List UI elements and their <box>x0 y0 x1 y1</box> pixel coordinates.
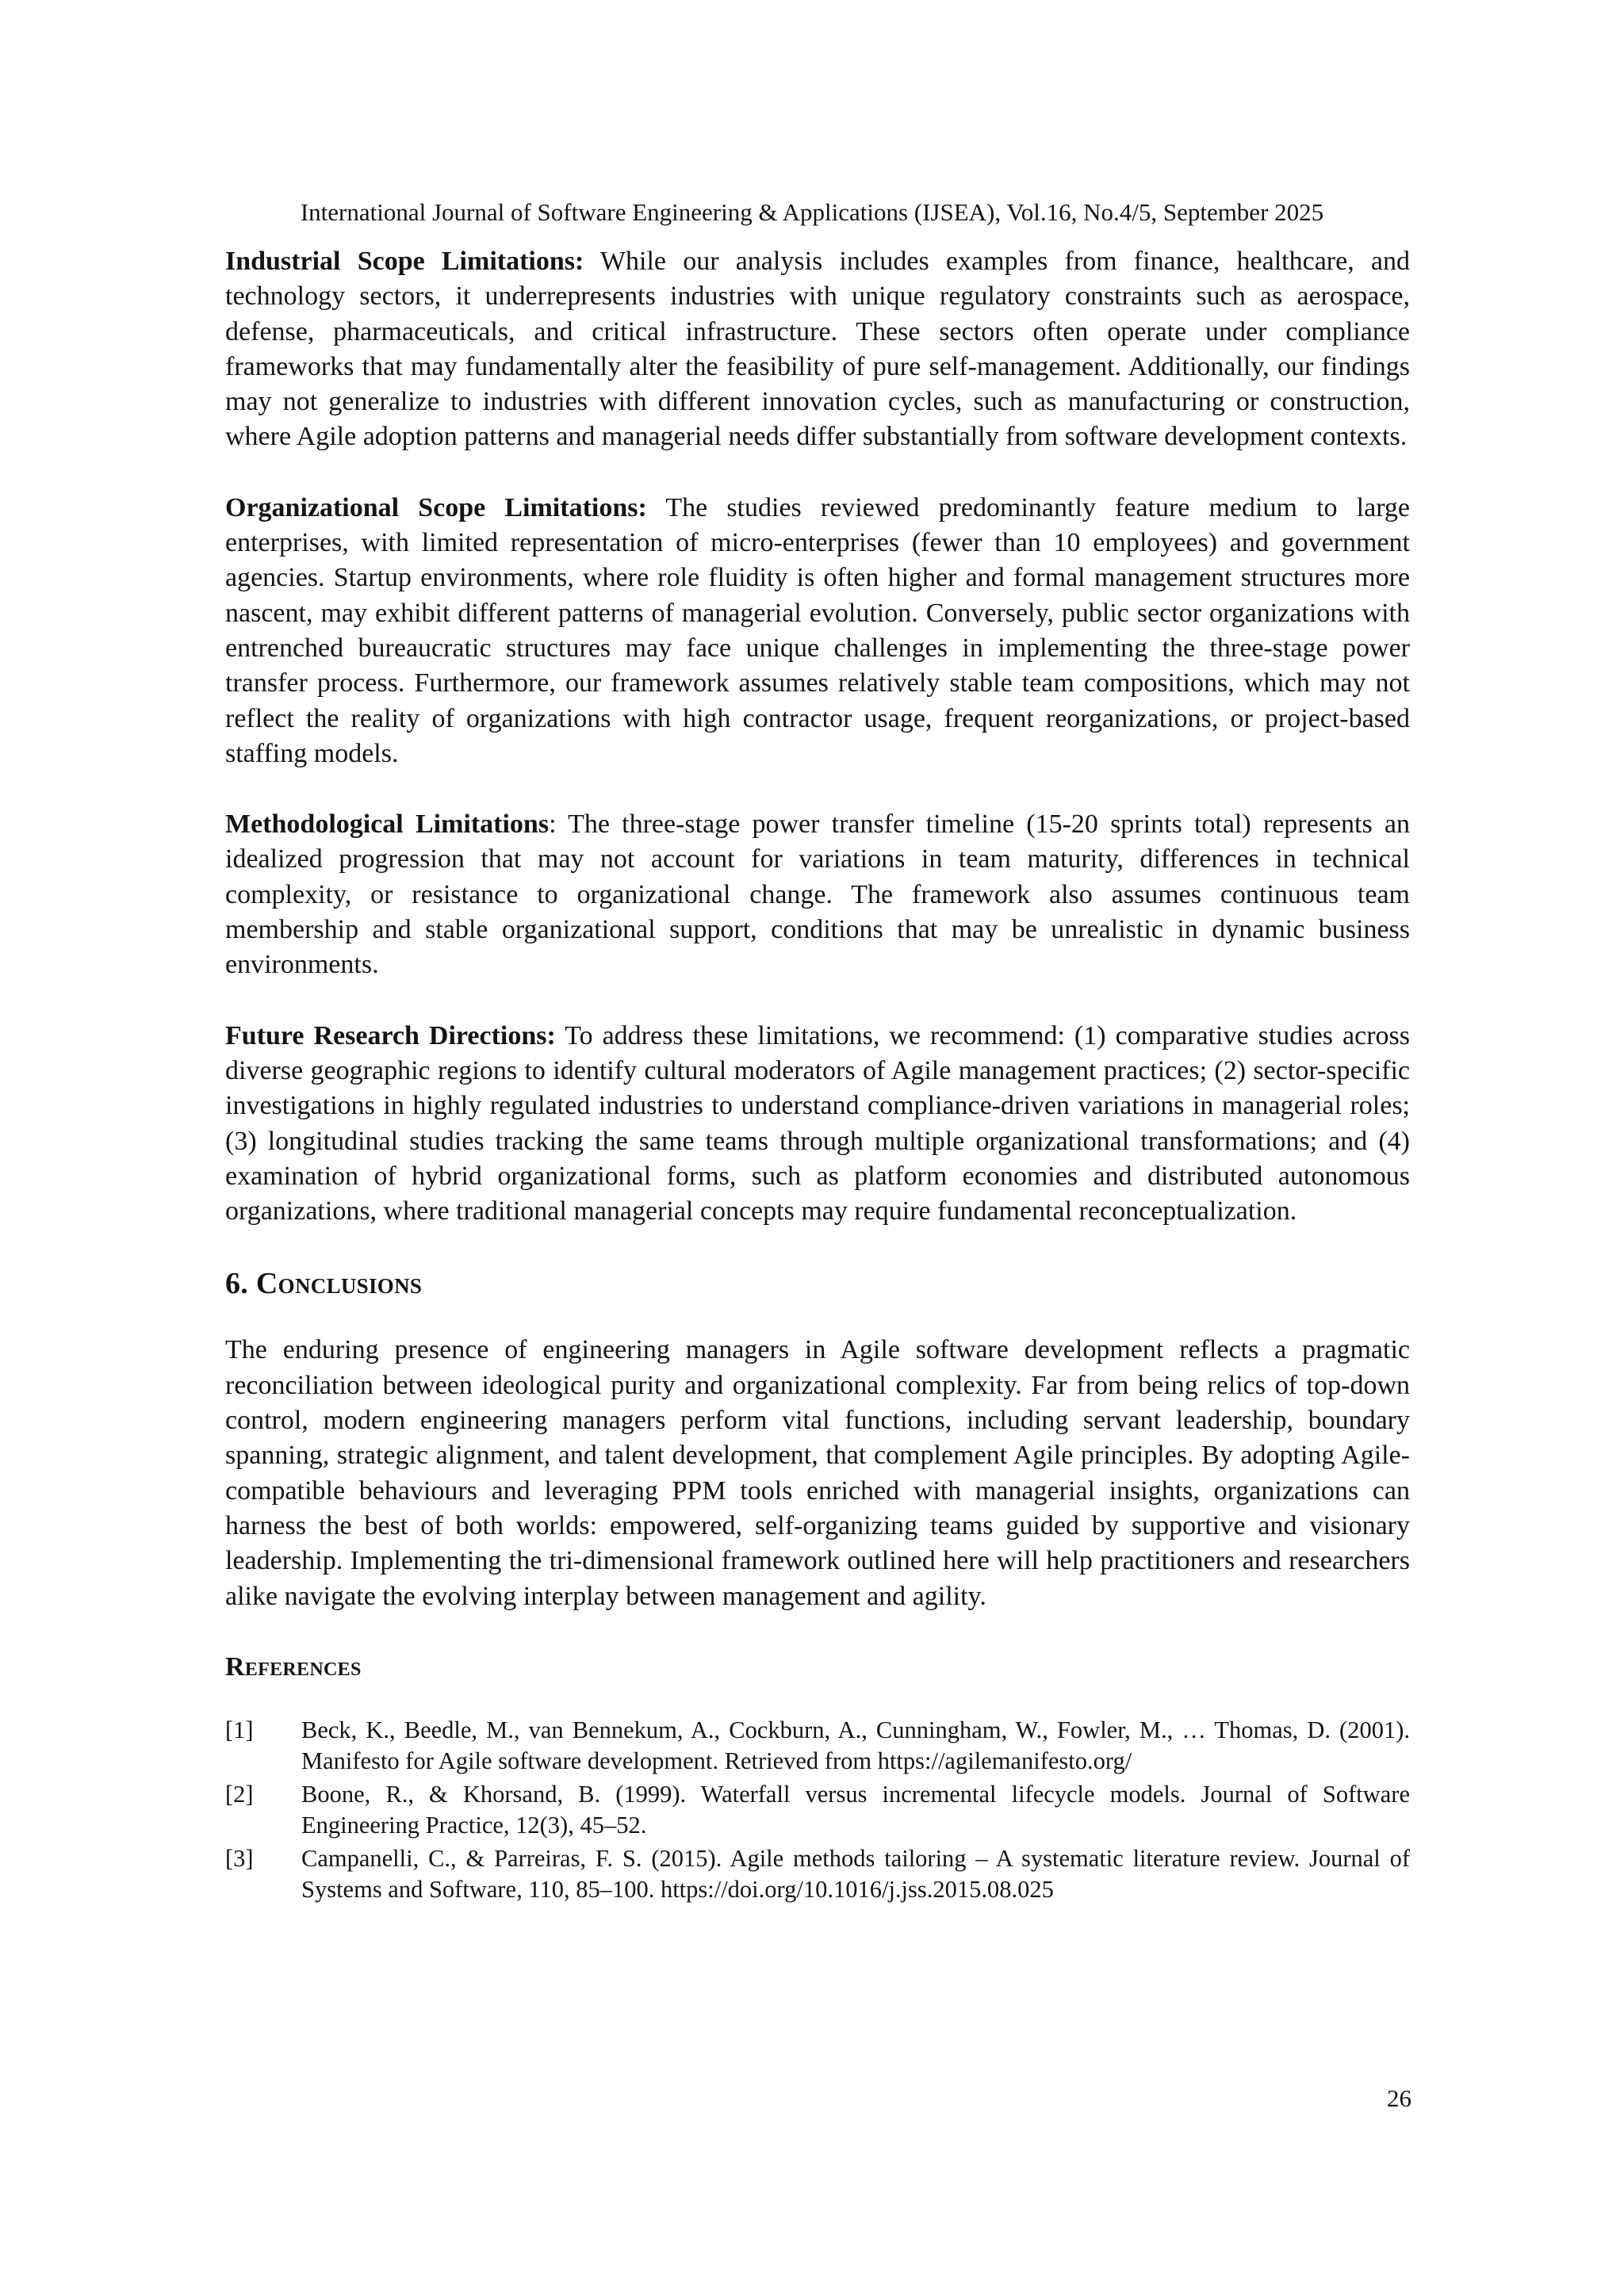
paragraph-industrial-scope <box>225 244 1410 455</box>
paragraph-methodological <box>225 807 1410 982</box>
paragraph-text: : The three-stage power transfer timeline (15-20 sprints total) represents an idealized progression that may not account for variations in team maturity, differences in technical complexity, or resistance to organizational change. The framework also assumes continuous team membership and stable organizational support, conditions that may be unrealistic in dynamic business environments. <box>225 809 1410 980</box>
section-heading-conclusions <box>225 1265 1410 1303</box>
paragraph-lead: Industrial Scope Limitations: <box>225 247 584 276</box>
reference-text: Campanelli, C., & Parreiras, F. S. (2015). Agile methods tailoring – A systematic literature review. Journal of Systems and Software, 110, 85–100. https://doi.org/10.1016/j.jss.2015.08.025 <box>301 1844 1410 1903</box>
paragraph-text: To address these limitations, we recommend: (1) comparative studies across diverse geographic regions to identify cultural moderators of Agile management practices; (2) sector-specific investigations in highly regulated industries to understand compliance-driven variations in managerial roles; (3) longitudinal studies tracking the same teams through multiple organizational transformations; and (4) examination of hybrid organizational forms, such as platform economies and distributed autonomous organizations, where traditional managerial concepts may require fundamental reconceptualization. <box>225 1020 1410 1226</box>
paragraph-organizational-scope <box>225 491 1410 771</box>
reference-text: Beck, K., Beedle, M., van Bennekum, A., Cockburn, A., Cunningham, W., Fowler, M., … Thomas, D. (2001). Manifesto for Agile software development. Retrieved from https://agilemanifesto.org/ <box>301 1716 1410 1774</box>
section-number: 6. <box>225 1267 249 1301</box>
paragraph-lead: Future Research Directions: <box>225 1020 556 1050</box>
page-content <box>225 244 1410 1908</box>
paragraph-lead: Methodological Limitations <box>225 809 550 840</box>
reference-item <box>225 1843 1410 1905</box>
reference-item <box>225 1715 1410 1777</box>
reference-number: [1] <box>225 1716 254 1743</box>
references-heading: References <box>225 1651 362 1682</box>
paragraph-text: The studies reviewed predominantly feature medium to large enterprises, with limited representation of micro-enterprises (fewer than 10 employees) and government agencies. Startup environments, where role fluidity is often higher and formal management structures more nascent, may exhibit different patterns of managerial evolution. Conversely, public sector organizations with entrenched bureaucratic structures may face unique challenges in implementing the three-stage power transfer process. Furthermore, our framework assumes relatively stable team compositions, which may not reflect the reality of organizations with high contractor usage, frequent reorganizations, or project-based staffing models. <box>225 492 1410 768</box>
paragraph-future-research <box>225 1019 1410 1230</box>
paragraph-lead: Organizational Scope Limitations: <box>225 492 647 522</box>
page-number: 26 <box>1387 2084 1411 2112</box>
reference-list <box>225 1715 1410 1905</box>
reference-number: [2] <box>225 1780 254 1808</box>
journal-header: International Journal of Software Engineering & Applications (IJSEA), Vol.16, No.4/5, September 2025 <box>300 198 1324 226</box>
paragraph-text: While our analysis includes examples from finance, healthcare, and technology sectors, it underrepresents industries with unique regulatory constraints such as aerospace, defense, pharmaceuticals, and critical infrastructure. These sectors often operate under compliance frameworks that may fundamentally alter the feasibility of pure self-management. Additionally, our findings may not generalize to industries with different innovation cycles, such as manufacturing or construction, where Agile adoption patterns and managerial needs differ substantially from software development contexts. <box>225 247 1410 452</box>
reference-number: [3] <box>225 1844 254 1872</box>
reference-item <box>225 1779 1410 1841</box>
paragraph-conclusions: The enduring presence of engineering managers in Agile software development reflects a pragmatic reconciliation between ideological purity and organizational complexity. Far from being relics of top-down control, modern engineering managers perform vital functions, including servant leadership, boundary spanning, strategic alignment, and talent development, that complement Agile principles. By adopting Agile-compatible behaviours and leveraging PPM tools enriched with managerial insights, organizations can harness the best of both worlds: empowered, self-organizing teams guided by supportive and visionary leadership. Implementing the tri-dimensional framework outlined here will help practitioners and researchers alike navigate the evolving interplay between management and agility. <box>225 1335 1410 1611</box>
section-title: Conclusions <box>255 1267 423 1301</box>
reference-text: Boone, R., & Khorsand, B. (1999). Waterfall versus incremental lifecycle models. Journal of Software Engineering Practice, 12(3), 45–52. <box>301 1780 1410 1839</box>
